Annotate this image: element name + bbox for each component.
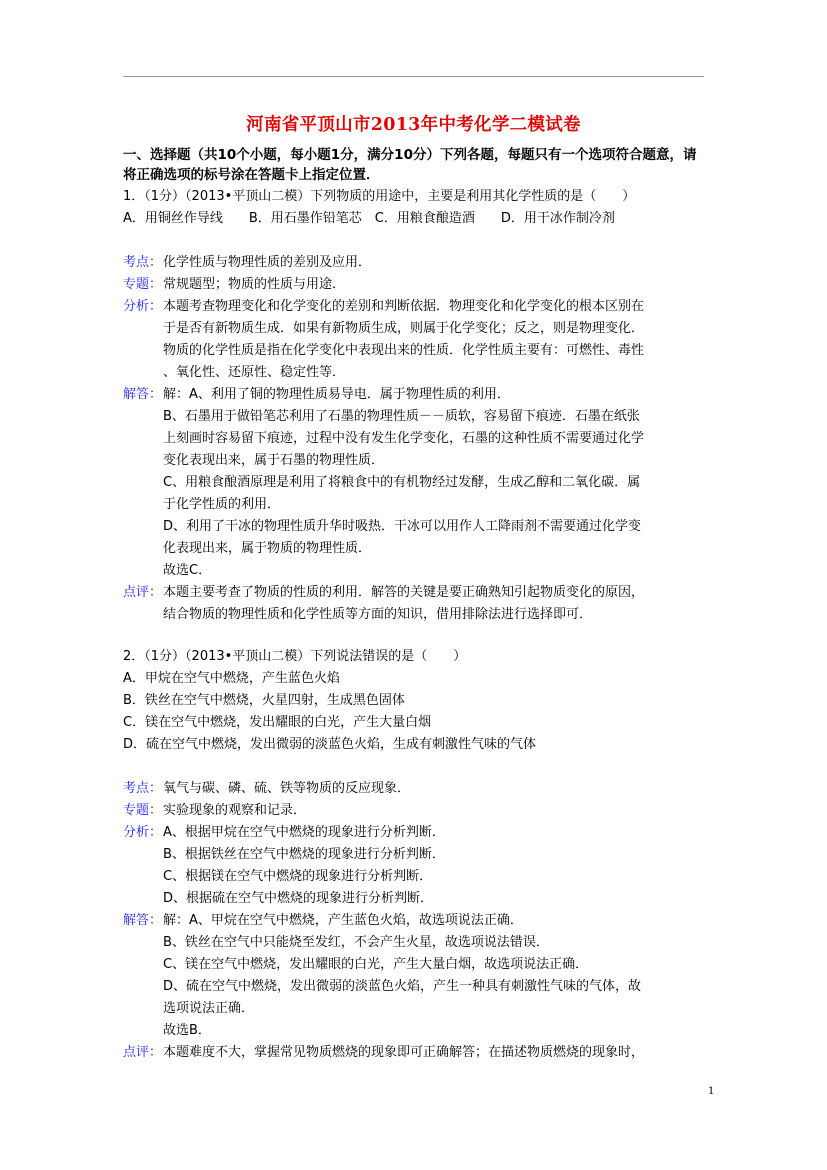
q2-fenxi-line: D、根据硫在空气中燃烧的现象进行分析判断． [163,891,434,906]
q1-jieda-line: 上刻画时容易留下痕迹，过程中没有发生化学变化，石墨的这种性质不需要通过化学 [163,431,645,446]
zhuanti-label: 专题： [123,277,163,292]
q2-jieda-line: 解：A、甲烷在空气中燃烧，产生蓝色火焰，故选项说法正确． [163,913,523,928]
q1-jieda-line: 于化学性质的利用． [163,497,281,512]
q2-jieda [123,912,523,930]
q2-stem: 2．（1分）（2013•平顶山二模）下列说法错误的是（ ） [123,649,467,664]
q1-options: A．用铜丝作导线 B．用石墨作铅笔芯 C．用粮食酿造酒 D．用干冰作制冷剂 [123,211,615,226]
q2-jieda-line: C、镁在空气中燃烧，发出耀眼的白光，产生大量白烟，故选项说法正确． [163,957,589,972]
q1-jieda [123,386,510,404]
q2-fenxi-line: B、根据铁丝在空气中燃烧的现象进行分析判断． [163,847,445,862]
q2-option: D．硫在空气中燃烧，发出微弱的淡蓝色火焰，生成有刺激性气味的气体 [123,737,537,752]
q1-dianping [123,584,644,602]
q1-zhuanti [123,276,345,294]
zhuanti-label: 专题： [123,803,163,818]
dianping-label: 点评： [123,585,163,600]
jieda-label: 解答： [123,387,163,402]
q1-jieda-line: D、利用了干冰的物理性质升华时吸热．干冰可以用作人工降雨剂不需要通过化学变 [163,519,642,534]
q2-jieda-line: D、硫在空气中燃烧，发出微弱的淡蓝色火焰，产生一种具有刺激性气味的气体，故 [163,979,642,994]
q1-jieda-line: 变化表现出来，属于石墨的物理性质． [163,453,385,468]
kaodian-label: 考点： [123,781,163,796]
jieda-label: 解答： [123,913,163,928]
q1-dianping-line: 结合物质的物理性质和化学性质等方面的知识，借用排除法进行选择即可． [163,607,593,622]
q2-dianping [123,1044,644,1062]
q1-jieda-line: 解：A、利用了铜的物理性质易导电．属于物理性质的利用． [163,387,510,402]
header-rule [123,76,704,77]
kaodian-label: 考点： [123,255,163,270]
q1-stem: 1．（1分）（2013•平顶山二模）下列物质的用途中，主要是利用其化学性质的是（ ） [123,189,636,204]
q1-kaodian-text: 化学性质与物理性质的差别及应用． [163,255,372,270]
section-heading: 一、选择题（共10个小题，每小题1分，满分10分）下列各题，每题只有一个选项符合题意，请将正确选项的标号涂在答题卡上指定位置． [123,147,697,183]
q2-jieda-line: 故选B． [163,1023,211,1038]
q2-kaodian [123,780,410,798]
q1-dianping-line: 本题主要考查了物质的性质的利用．解答的关键是要正确熟知引起物质变化的原因， [163,585,645,600]
q1-jieda-line: C、用粮食酿酒原理是利用了将粮食中的有机物经过发酵，生成乙醇和二氧化碳．属 [163,475,641,490]
q2-option: A．甲烷在空气中燃烧，产生蓝色火焰 [123,671,340,686]
q2-zhuanti-text: 实验现象的观察和记录． [163,803,307,818]
q1-fenxi [123,298,644,316]
page-title: 河南省平顶山市2013年中考化学二模试卷 [246,115,581,135]
fenxi-label: 分析： [123,299,163,314]
q1-fenxi-line: 于是否有新物质生成．如果有新物质生成，则属于化学变化；反之，则是物理变化． [163,321,645,336]
q2-zhuanti [123,802,306,820]
q2-option: C．镁在空气中燃烧，发出耀眼的白光，产生大量白烟 [123,715,432,730]
q2-kaodian-text: 氧气与碳、磷、硫、铁等物质的反应现象． [163,781,411,796]
q1-kaodian [123,254,371,272]
q1-jieda-line: 故选C． [163,563,212,578]
q1-zhuanti-text: 常规题型；物质的性质与用途． [163,277,346,292]
q2-jieda-line: 选项说法正确． [163,1001,255,1016]
page-number: 1 [708,1086,715,1097]
q2-fenxi [123,824,445,842]
fenxi-label: 分析： [123,825,163,840]
q1-jieda-line: B、石墨用于做铅笔芯利用了石墨的物理性质－－质软，容易留下痕迹．石墨在纸张 [163,409,640,424]
q2-dianping-line: 本题难度不大，掌握常见物质燃烧的现象即可正确解答；在描述物质燃烧的现象时， [163,1045,645,1060]
q2-jieda-line: B、铁丝在空气中只能烧至发红，不会产生火星，故选项说法错误． [163,935,549,950]
q1-fenxi-line: 物质的化学性质是指在化学变化中表现出来的性质．化学性质主要有：可燃性、毒性 [163,343,645,358]
q1-fenxi-line: 、氧化性、还原性、稳定性等． [163,365,346,380]
q2-option: B．铁丝在空气中燃烧，火星四射，生成黑色固体 [123,693,405,708]
dianping-label: 点评： [123,1045,163,1060]
q2-fenxi-line: A、根据甲烷在空气中燃烧的现象进行分析判断． [163,825,445,840]
q1-fenxi-line: 本题考查物理变化和化学变化的差别和判断依据．物理变化和化学变化的根本区别在 [163,299,645,314]
q2-fenxi-line: C、根据镁在空气中燃烧的现象进行分析判断． [163,869,433,884]
q1-jieda-line: 化表现出来，属于物质的物理性质． [163,541,372,556]
